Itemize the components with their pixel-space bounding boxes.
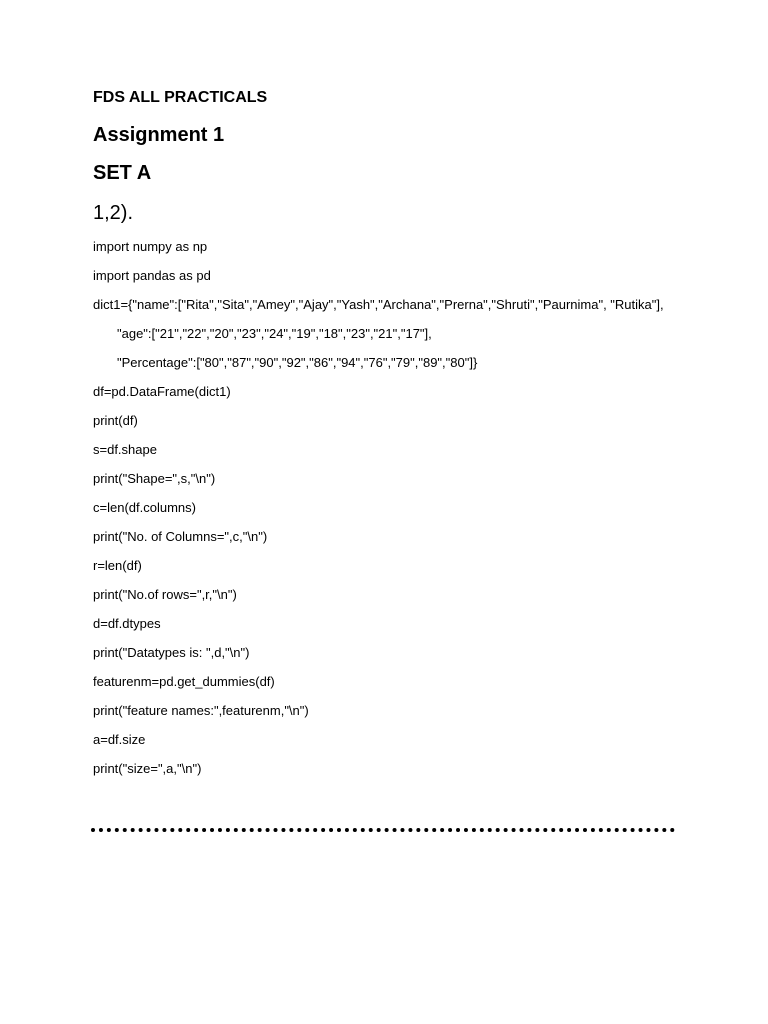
code-line: print("feature names:",featurenm,"\n") xyxy=(93,703,309,718)
document-title: FDS ALL PRACTICALS xyxy=(93,89,268,106)
code-line: import numpy as np xyxy=(93,239,208,254)
dotted-divider xyxy=(91,828,675,832)
question-number: 1,2). xyxy=(93,202,134,224)
code-line: "Percentage":["80","87","90","92","86","94","76","79","89","80"]} xyxy=(117,355,478,370)
code-line: dict1={"name":["Rita","Sita","Amey","Ajay","Yash","Archana","Prerna","Shruti","Paurnima", "Rutika"], xyxy=(93,297,664,312)
code-line: import pandas as pd xyxy=(93,268,211,283)
code-line: d=df.dtypes xyxy=(93,616,161,631)
code-line: "age":["21","22","20","23","24","19","18","23","21","17"], xyxy=(117,326,432,341)
code-block xyxy=(93,238,683,777)
code-line: print("Shape=",s,"\n") xyxy=(93,471,216,486)
assignment-heading: Assignment 1 xyxy=(93,124,225,146)
code-line: print("size=",a,"\n") xyxy=(93,761,202,776)
code-line: r=len(df) xyxy=(93,558,142,573)
set-heading: SET A xyxy=(93,162,152,184)
code-line: s=df.shape xyxy=(93,442,157,457)
code-line: print("No.of rows=",r,"\n") xyxy=(93,587,237,602)
code-line: c=len(df.columns) xyxy=(93,500,196,515)
code-line: print("Datatypes is: ",d,"\n") xyxy=(93,645,250,660)
code-line: print("No. of Columns=",c,"\n") xyxy=(93,529,268,544)
code-line: featurenm=pd.get_dummies(df) xyxy=(93,674,275,689)
code-line: print(df) xyxy=(93,413,138,428)
code-line: df=pd.DataFrame(dict1) xyxy=(93,384,231,399)
code-line: a=df.size xyxy=(93,732,146,747)
